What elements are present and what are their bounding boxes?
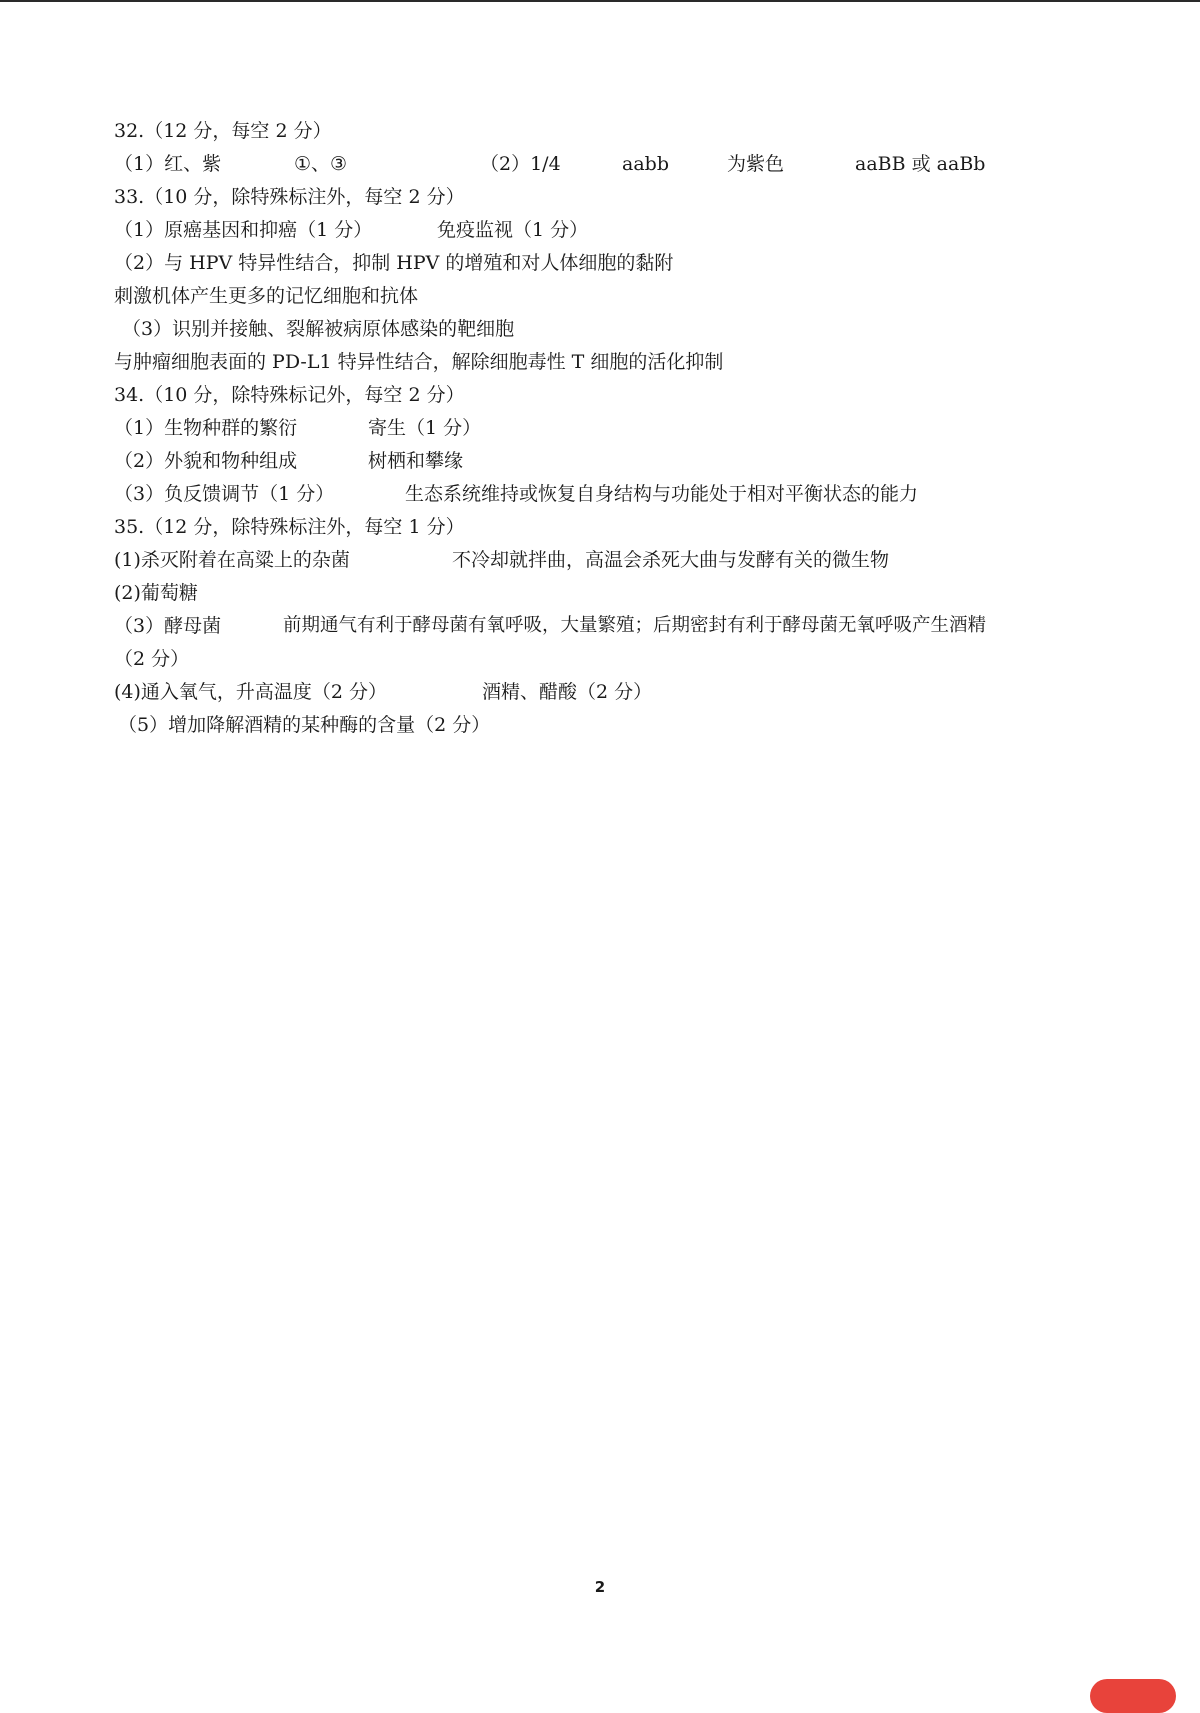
question-34-header: 34.（10 分，除特殊标记外，每空 2 分） — [114, 384, 465, 406]
page-number: 2 — [594, 1578, 606, 1596]
answer-text: 酒精、醋酸（2 分） — [482, 681, 653, 703]
answer-text: 刺激机体产生更多的记忆细胞和抗体 — [114, 285, 419, 307]
answer-text: 与肿瘤细胞表面的 PD-L1 特异性结合，解除细胞毒性 T 细胞的活化抑制 — [114, 351, 724, 373]
answer-text: 不冷却就拌曲，高温会杀死大曲与发酵有关的微生物 — [452, 549, 890, 571]
answer-text: (2)葡萄糖 — [114, 582, 198, 604]
answer-text: 前期通气有利于酵母菌有氧呼吸，大量繁殖；后期密封有利于酵母菌无氧呼吸产生酒精 — [283, 615, 987, 636]
answer-text: （2）1/4 — [480, 153, 561, 175]
question-32-header: 32.（12 分，每空 2 分） — [114, 120, 332, 142]
answer-text: （2）外貌和物种组成 — [114, 450, 298, 472]
question-35-header: 35.（12 分，除特殊标注外，每空 1 分） — [114, 516, 465, 538]
answer-text: 免疫监视（1 分） — [437, 219, 589, 241]
answer-text: （3）酵母菌 — [114, 615, 222, 637]
answer-text: (4)通入氧气，升高温度（2 分） — [114, 681, 388, 703]
corner-logo — [1090, 1679, 1176, 1713]
answer-text: （1）红、紫 — [114, 153, 222, 175]
question-33-header: 33.（10 分，除特殊标注外，每空 2 分） — [114, 186, 465, 208]
answer-text: （2 分） — [114, 648, 190, 670]
answer-text: ①、③ — [294, 153, 348, 175]
answer-text: 生态系统维持或恢复自身结构与功能处于相对平衡状态的能力 — [405, 483, 919, 505]
answer-text: 树栖和攀缘 — [368, 450, 464, 472]
answer-text: 寄生（1 分） — [368, 417, 482, 439]
answer-text: （5）增加降解酒精的某种酶的含量（2 分） — [118, 714, 491, 736]
answer-text: （1）生物种群的繁衍 — [114, 417, 298, 439]
answer-text: （1）原癌基因和抑癌（1 分） — [114, 219, 373, 241]
answer-text: (1)杀灭附着在高粱上的杂菌 — [114, 549, 350, 571]
answer-text: 为紫色 — [727, 153, 785, 175]
answer-text: aaBB 或 aaBb — [855, 153, 986, 175]
answer-text: aabb — [622, 153, 669, 175]
answer-text: （2）与 HPV 特异性结合，抑制 HPV 的增殖和对人体细胞的黏附 — [114, 252, 674, 274]
answer-text: （3）负反馈调节（1 分） — [114, 483, 335, 505]
answer-text: （3）识别并接触、裂解被病原体感染的靶细胞 — [122, 318, 515, 340]
